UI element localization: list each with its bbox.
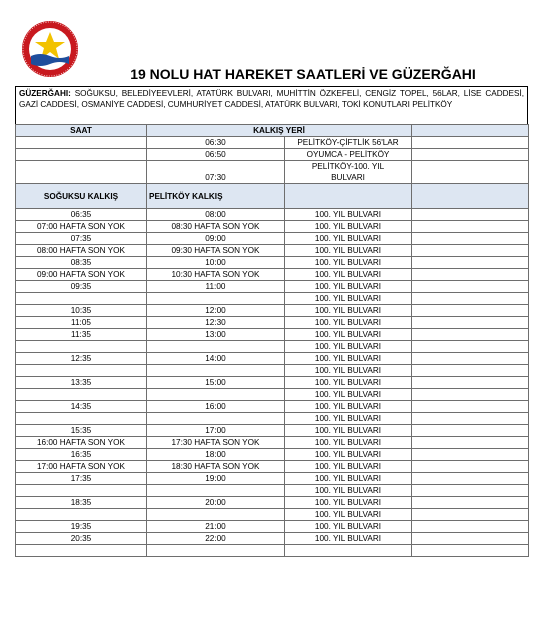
departure-place: 100. YIL BULVARI [285, 293, 412, 305]
col-kalkis-yeri: KALKIŞ YERİ [147, 125, 412, 137]
empty-cell [412, 341, 529, 353]
empty-cell [412, 509, 529, 521]
empty-cell [412, 269, 529, 281]
departure-place: 100. YIL BULVARI [285, 521, 412, 533]
departure-place: 100. YIL BULVARI [285, 221, 412, 233]
empty-cell [412, 365, 529, 377]
departure-place: 100. YIL BULVARI [285, 389, 412, 401]
table-row [16, 389, 529, 401]
table-row [16, 521, 529, 533]
pelitkoy-time: 10:00 [147, 257, 285, 269]
table-row [16, 533, 529, 545]
empty-cell [412, 413, 529, 425]
soguksu-time [16, 341, 147, 353]
empty-cell [412, 449, 529, 461]
soguksu-time: 13:35 [16, 377, 147, 389]
pelitkoy-time: 22:00 [147, 533, 285, 545]
empty-cell [412, 437, 529, 449]
table-row [16, 269, 529, 281]
top-time: 06:50 [147, 149, 285, 161]
empty-cell [412, 245, 529, 257]
empty-cell [412, 473, 529, 485]
departure-place: 100. YIL BULVARI [285, 257, 412, 269]
departure-place: 100. YIL BULVARI [285, 317, 412, 329]
empty-cell [16, 137, 147, 149]
empty-cell [16, 149, 147, 161]
table-row [16, 401, 529, 413]
departure-place: 100. YIL BULVARI [285, 377, 412, 389]
soguksu-time: 16:35 [16, 449, 147, 461]
table-row [16, 233, 529, 245]
table-row [16, 365, 529, 377]
soguksu-time: 09:35 [16, 281, 147, 293]
pelitkoy-time: 10:30 HAFTA SON YOK [147, 269, 285, 281]
pelitkoy-time [147, 509, 285, 521]
table-row [16, 341, 529, 353]
soguksu-time: 10:35 [16, 305, 147, 317]
top-place: OYUMCA - PELİTKÖY [285, 149, 412, 161]
empty-cell [412, 221, 529, 233]
table-row [16, 509, 529, 521]
top-place [285, 161, 412, 184]
pelitkoy-time [147, 545, 285, 557]
table-row [16, 449, 529, 461]
table-row [16, 329, 529, 341]
pelitkoy-time: 13:00 [147, 329, 285, 341]
pelitkoy-time [147, 413, 285, 425]
empty-cell [412, 161, 529, 184]
soguksu-time: 07:00 HAFTA SON YOK [16, 221, 147, 233]
soguksu-time: 06:35 [16, 209, 147, 221]
empty-cell [412, 545, 529, 557]
pelitkoy-time [147, 389, 285, 401]
top-place-line2: BULVARI [331, 173, 365, 182]
pelitkoy-time: 09:30 HAFTA SON YOK [147, 245, 285, 257]
table-row [16, 293, 529, 305]
table-row [16, 377, 529, 389]
empty-cell [412, 425, 529, 437]
pelitkoy-time: 08:30 HAFTA SON YOK [147, 221, 285, 233]
top-place-line1: PELİTKÖY-100. YIL [311, 162, 385, 171]
empty-cell [412, 353, 529, 365]
top-place: PELİTKÖY-ÇİFTLİK 56'LAR [285, 137, 412, 149]
departure-place: 100. YIL BULVARI [285, 401, 412, 413]
departure-place: 100. YIL BULVARI [285, 269, 412, 281]
schedule-table [15, 124, 529, 557]
top-row [16, 161, 529, 184]
top-time: 07:30 [147, 161, 285, 184]
soguksu-time: 08:35 [16, 257, 147, 269]
departure-place: 100. YIL BULVARI [285, 353, 412, 365]
departure-place: 100. YIL BULVARI [285, 473, 412, 485]
departure-place: 100. YIL BULVARI [285, 341, 412, 353]
table-subheader-row [16, 184, 529, 209]
pelitkoy-time [147, 341, 285, 353]
table-header-row [16, 125, 529, 137]
soguksu-time: 11:05 [16, 317, 147, 329]
empty-cell [412, 184, 529, 209]
empty-cell [412, 377, 529, 389]
pelitkoy-time: 14:00 [147, 353, 285, 365]
departure-place: 100. YIL BULVARI [285, 233, 412, 245]
table-row [16, 209, 529, 221]
col-soguksu-kalkis: SOĞUKSU KALKIŞ [16, 184, 147, 209]
soguksu-time [16, 545, 147, 557]
table-row [16, 281, 529, 293]
pelitkoy-time: 20:00 [147, 497, 285, 509]
departure-place: 100. YIL BULVARI [285, 497, 412, 509]
empty-cell [412, 257, 529, 269]
pelitkoy-time: 15:00 [147, 377, 285, 389]
departure-place: 100. YIL BULVARI [285, 281, 412, 293]
soguksu-time: 14:35 [16, 401, 147, 413]
soguksu-time: 18:35 [16, 497, 147, 509]
pelitkoy-time: 16:00 [147, 401, 285, 413]
departure-place: 100. YIL BULVARI [285, 437, 412, 449]
soguksu-time: 17:00 HAFTA SON YOK [16, 461, 147, 473]
empty-cell [412, 125, 529, 137]
departure-place: 100. YIL BULVARI [285, 245, 412, 257]
soguksu-time [16, 485, 147, 497]
pelitkoy-time: 18:00 [147, 449, 285, 461]
pelitkoy-time: 17:30 HAFTA SON YOK [147, 437, 285, 449]
pelitkoy-time: 21:00 [147, 521, 285, 533]
route-description [15, 86, 528, 124]
departure-place: 100. YIL BULVARI [285, 509, 412, 521]
soguksu-time: 12:35 [16, 353, 147, 365]
top-row [16, 137, 529, 149]
page-title: 19 NOLU HAT HAREKET SAATLERİ VE GÜZERĞAHI [130, 66, 476, 82]
empty-cell [412, 317, 529, 329]
table-row [16, 257, 529, 269]
empty-cell [412, 137, 529, 149]
soguksu-time: 07:35 [16, 233, 147, 245]
table-row [16, 353, 529, 365]
empty-cell [412, 293, 529, 305]
departure-place: 100. YIL BULVARI [285, 461, 412, 473]
empty-cell [412, 305, 529, 317]
top-time: 06:30 [147, 137, 285, 149]
empty-cell [412, 521, 529, 533]
pelitkoy-time: 09:00 [147, 233, 285, 245]
soguksu-time [16, 509, 147, 521]
departure-place: 100. YIL BULVARI [285, 449, 412, 461]
departure-place: 100. YIL BULVARI [285, 305, 412, 317]
route-text: SOĞUKSU, BELEDİYEEVLERİ, ATATÜRK BULVARI, MUHİTTİN ÖZKEFELİ, CENGİZ TOPEL, 56LAR, LİSE CADDESİ, GAZİ CADDESİ, OSMANİYE CADDESİ, CUMHURİYET CADDESİ, ATATÜRK BULVARI, TOKİ KONUTLARI PELİTKÖY [19, 89, 524, 109]
empty-cell [412, 329, 529, 341]
empty-cell [412, 281, 529, 293]
table-row [16, 413, 529, 425]
departure-place: 100. YIL BULVARI [285, 329, 412, 341]
soguksu-time [16, 365, 147, 377]
soguksu-time: 08:00 HAFTA SON YOK [16, 245, 147, 257]
pelitkoy-time [147, 293, 285, 305]
empty-cell [412, 485, 529, 497]
departure-place [285, 545, 412, 557]
empty-cell [412, 209, 529, 221]
table-row [16, 473, 529, 485]
pelitkoy-time: 11:00 [147, 281, 285, 293]
pelitkoy-time [147, 365, 285, 377]
empty-cell [412, 533, 529, 545]
pelitkoy-time: 19:00 [147, 473, 285, 485]
empty-cell [412, 497, 529, 509]
departure-place: 100. YIL BULVARI [285, 413, 412, 425]
table-row [16, 245, 529, 257]
soguksu-time: 19:35 [16, 521, 147, 533]
pelitkoy-time [147, 485, 285, 497]
empty-cell [412, 461, 529, 473]
empty-cell [16, 161, 147, 184]
pelitkoy-time: 18:30 HAFTA SON YOK [147, 461, 285, 473]
soguksu-time [16, 293, 147, 305]
empty-cell [412, 233, 529, 245]
soguksu-time: 16:00 HAFTA SON YOK [16, 437, 147, 449]
table-row [16, 317, 529, 329]
departure-place: 100. YIL BULVARI [285, 365, 412, 377]
table-row [16, 305, 529, 317]
soguksu-time: 20:35 [16, 533, 147, 545]
empty-cell [412, 401, 529, 413]
empty-cell [285, 184, 412, 209]
soguksu-time: 11:35 [16, 329, 147, 341]
route-label: GÜZERĞAHI: [19, 89, 71, 98]
pelitkoy-time: 17:00 [147, 425, 285, 437]
pelitkoy-time: 12:30 [147, 317, 285, 329]
top-row [16, 149, 529, 161]
soguksu-time: 15:35 [16, 425, 147, 437]
departure-place: 100. YIL BULVARI [285, 209, 412, 221]
table-row [16, 485, 529, 497]
table-row [16, 545, 529, 557]
empty-cell [412, 389, 529, 401]
table-row [16, 437, 529, 449]
col-saat: SAAT [16, 125, 147, 137]
departure-place: 100. YIL BULVARI [285, 425, 412, 437]
pelitkoy-time: 12:00 [147, 305, 285, 317]
soguksu-time: 17:35 [16, 473, 147, 485]
col-pelitkoy-kalkis: PELİTKÖY KALKIŞ [147, 184, 285, 209]
soguksu-time [16, 413, 147, 425]
pelitkoy-time: 08:00 [147, 209, 285, 221]
empty-cell [412, 149, 529, 161]
soguksu-time: 09:00 HAFTA SON YOK [16, 269, 147, 281]
table-row [16, 497, 529, 509]
departure-place: 100. YIL BULVARI [285, 533, 412, 545]
table-row [16, 221, 529, 233]
soguksu-time [16, 389, 147, 401]
table-row [16, 425, 529, 437]
departure-place: 100. YIL BULVARI [285, 485, 412, 497]
table-row [16, 461, 529, 473]
